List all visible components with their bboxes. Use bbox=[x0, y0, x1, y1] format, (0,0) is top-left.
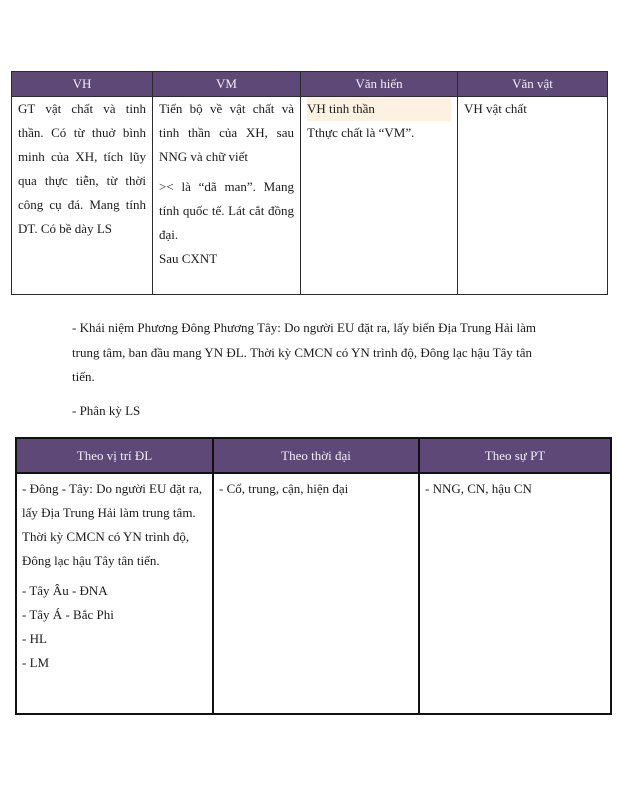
vm-definition: Tiến bộ về vật chất và tinh thần của XH, sau NNG và chữ viết bbox=[159, 101, 294, 164]
vm-contrast: >< là “dã man”. Mang tính quốc tế. Lát cắt đồng đại. bbox=[159, 179, 294, 242]
cell-vm bbox=[153, 97, 301, 295]
van-hien-line2: Tthực chất là “VM”. bbox=[307, 125, 415, 140]
header-geographic: Theo vị trí ĐL bbox=[16, 438, 213, 473]
cell-van-vat bbox=[458, 97, 608, 295]
list-item: - LM bbox=[22, 655, 50, 670]
concept-paragraph: - Khái niệm Phương Đông Phương Tây: Do người EU đặt ra, lấy biển Địa Trung Hải làm trung tâm, ban đầu mang YN ĐL. Thời kỳ CMCN có YN trình độ, Đông lạc hậu Tây tân tiến. bbox=[72, 320, 536, 384]
header-vm: VM bbox=[153, 72, 301, 97]
comparison-table bbox=[11, 71, 608, 295]
header-vh: VH bbox=[12, 72, 153, 97]
table-header-row bbox=[16, 438, 611, 473]
era-text: - Cổ, trung, cận, hiện đại bbox=[219, 481, 349, 496]
van-vat-definition: VH vật chất bbox=[464, 101, 527, 116]
vh-definition: GT vật chất và tinh thần. Có từ thuở bình minh của XH, tích lũy qua thực tiễn, từ thời công cụ đá. Mang tính DT. Có bề dày LS bbox=[18, 101, 146, 236]
development-text: - NNG, CN, hậu CN bbox=[425, 481, 532, 496]
table-row bbox=[16, 473, 611, 714]
periodization-table bbox=[15, 437, 612, 715]
header-era: Theo thời đại bbox=[213, 438, 419, 473]
periodization-heading: - Phân kỳ LS bbox=[72, 403, 141, 418]
header-van-hien: Văn hiến bbox=[301, 72, 458, 97]
cell-vh bbox=[12, 97, 153, 295]
list-item: - HL bbox=[22, 631, 47, 646]
header-development: Theo sự PT bbox=[419, 438, 611, 473]
cell-van-hien bbox=[301, 97, 458, 295]
table-header-row bbox=[12, 72, 608, 97]
geographic-lead: - Đông - Tây: Do người EU đặt ra, lấy Địa Trung Hải làm trung tâm. Thời kỳ CMCN có YN trình độ, Đông lạc hậu Tây tân tiến. bbox=[22, 481, 203, 568]
list-item: - Tây Âu - ĐNA bbox=[22, 583, 108, 598]
cell-development bbox=[419, 473, 611, 714]
cell-geographic bbox=[16, 473, 213, 714]
cell-era bbox=[213, 473, 419, 714]
list-item: - Tây Á - Bắc Phi bbox=[22, 607, 114, 622]
vm-period: Sau CXNT bbox=[159, 251, 218, 266]
van-hien-line1: VH tinh thần bbox=[307, 97, 451, 121]
table-row bbox=[12, 97, 608, 295]
header-van-vat: Văn vật bbox=[458, 72, 608, 97]
